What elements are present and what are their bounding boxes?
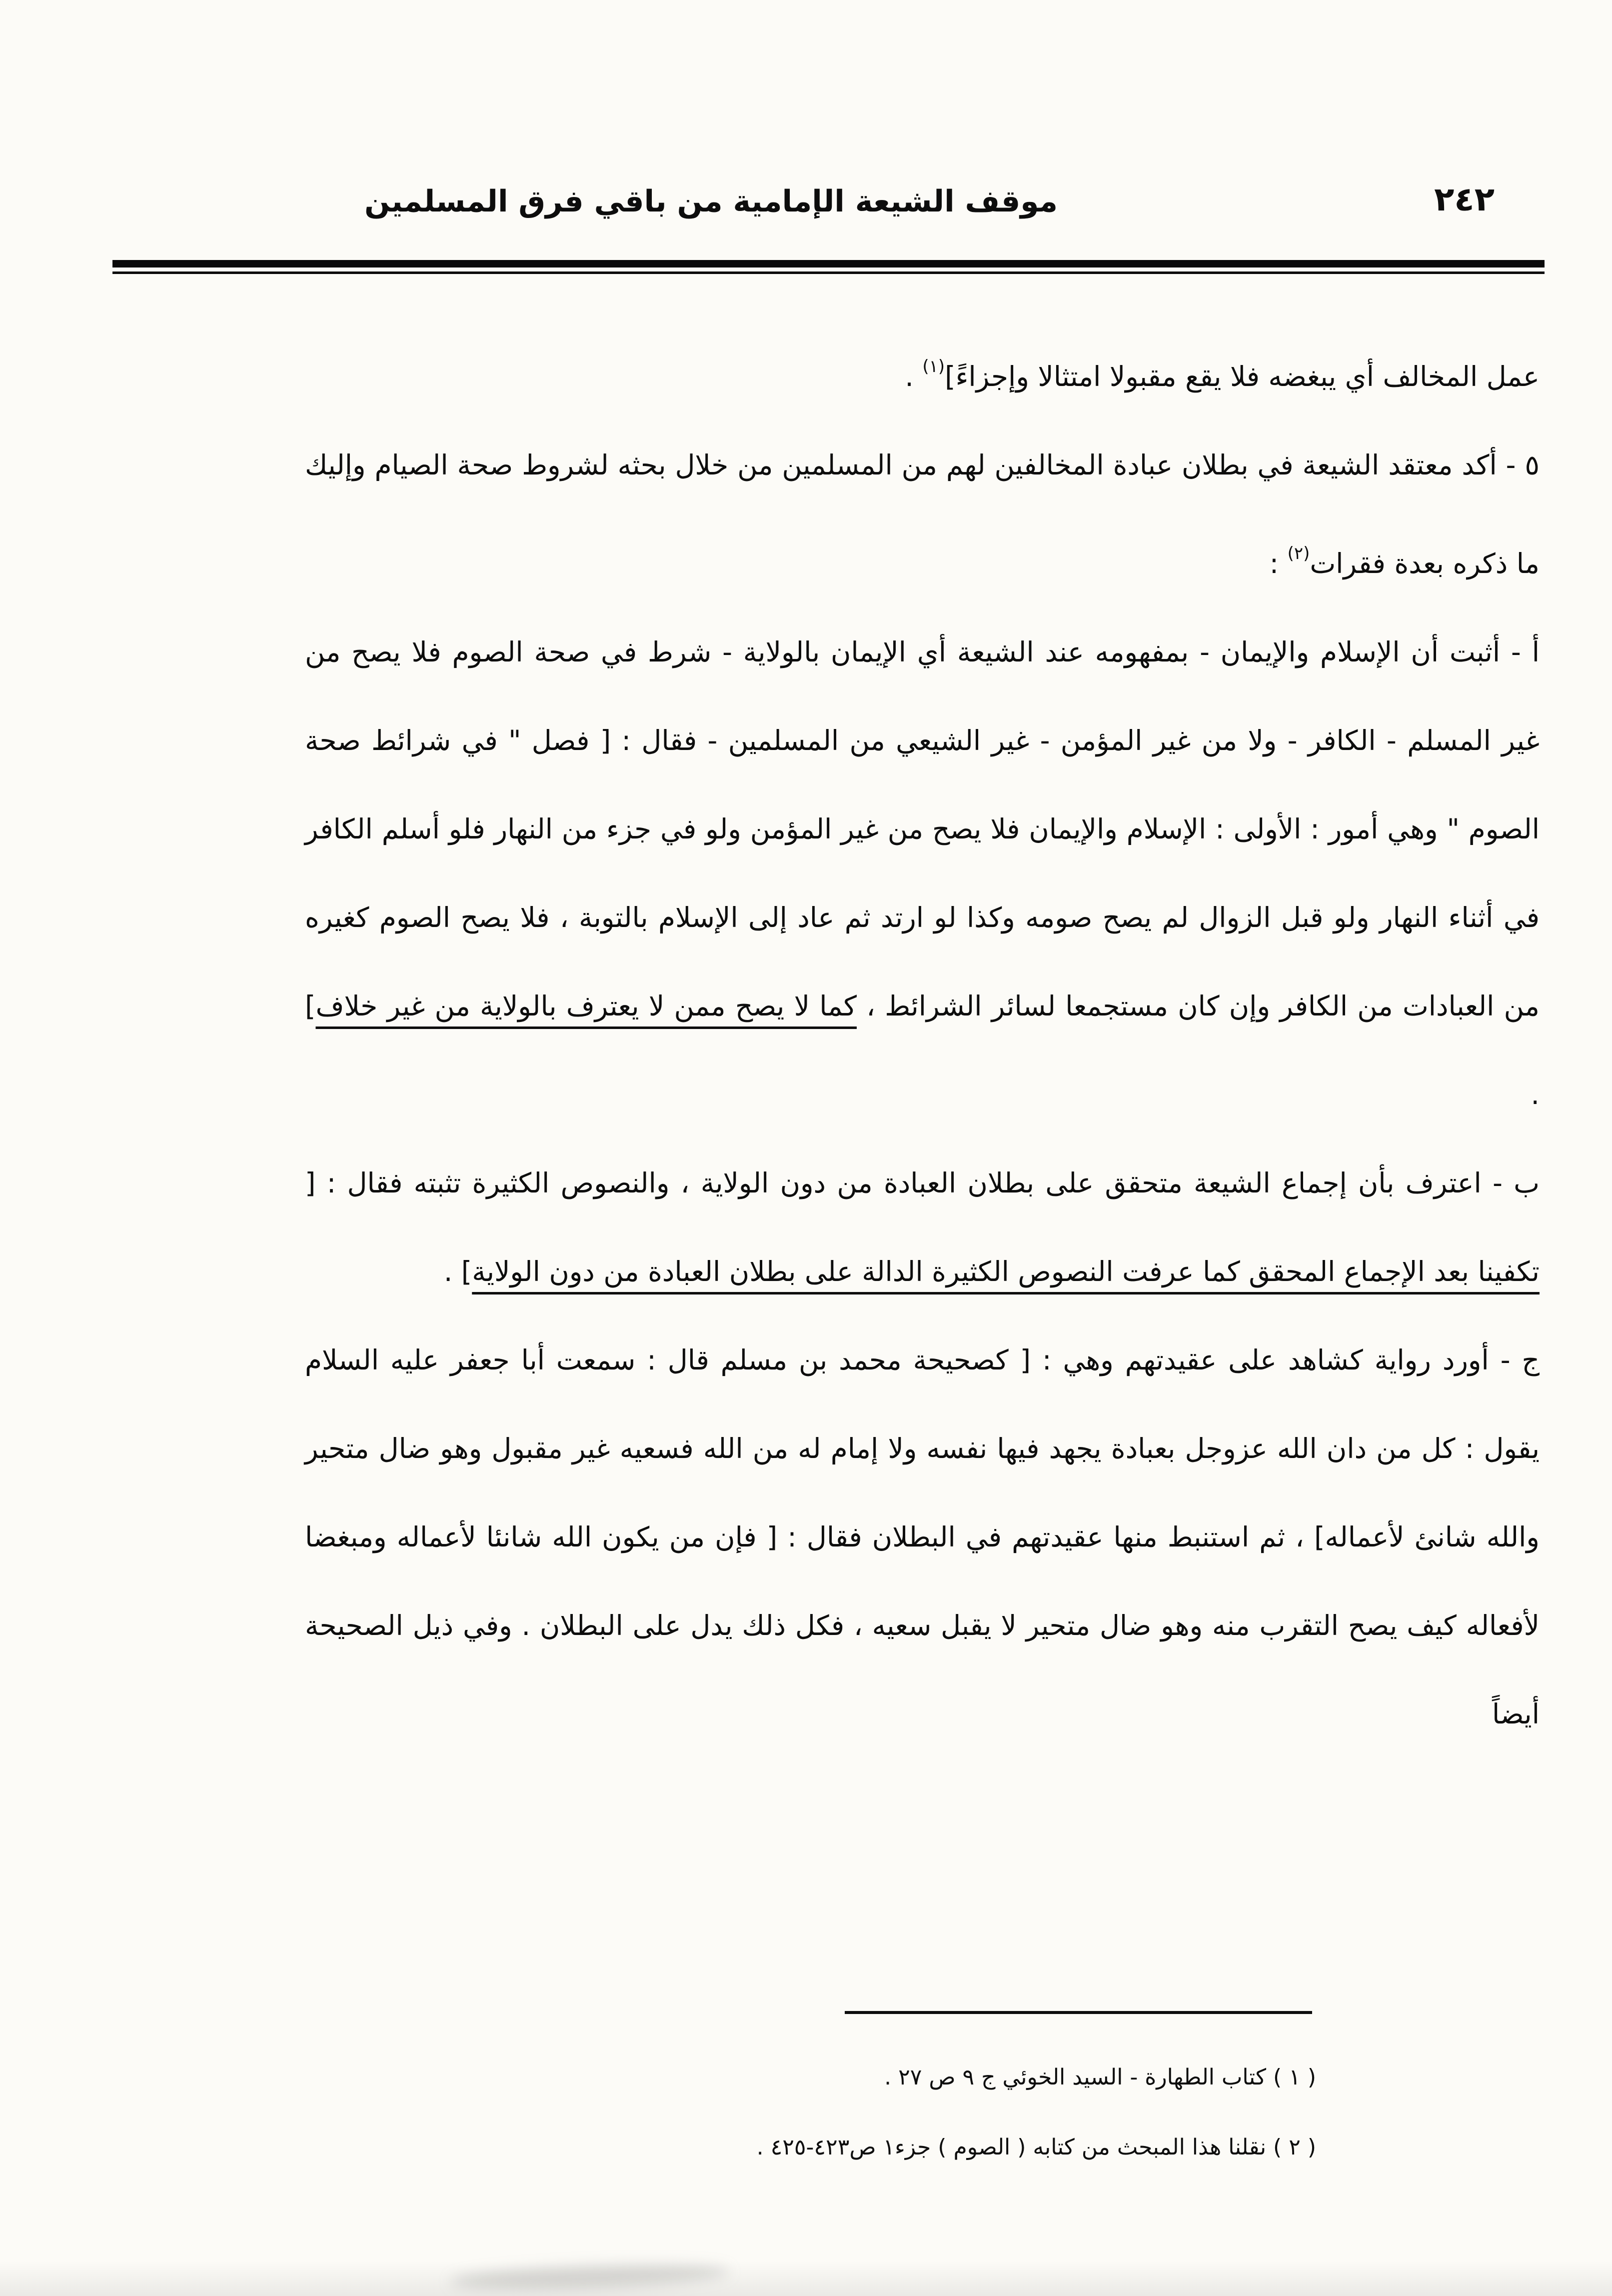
text-segment: ] . [443, 1256, 472, 1288]
scan-edge-shade [0, 2261, 1612, 2296]
page-number: ٢٤٢ [1434, 180, 1495, 218]
page-header-title: موقف الشيعة الإمامية من باقي فرق المسلمين [364, 184, 1058, 219]
footnote-ref: (٢) [1287, 544, 1310, 564]
footnote-separator-rule [845, 2011, 1312, 2014]
text-segment: ب - اعترف بأن إجماع الشيعة متحقق على بطلان العبادة من دون الولاية ، والنصوص الكثيرة تثبته فقال : [ [305, 1167, 1540, 1199]
text-segment: . [905, 360, 923, 392]
body-text [305, 322, 1540, 1758]
text-segment: ٥ - أكد معتقد الشيعة في بطلان عبادة المخالفين لهم من المسلمين من خلال بحثه لشروط صحة الصيام وإليك ما ذكره بعدة فقرات [305, 449, 1540, 580]
underlined-text: تكفينا بعد الإجماع المحقق كما عرفت النصوص الكثيرة الدالة على بطلان العبادة من دون الولاية [472, 1256, 1540, 1288]
underlined-text: كما لا يصح ممن لا يعترف بالولاية من غير خلاف [315, 990, 857, 1022]
paragraph-point-5 [305, 421, 1540, 608]
paragraph-item-ba [305, 1139, 1540, 1316]
footnote-item: ( ٢ ) نقلنا هذا المبحث من كتابه ( الصوم ) جزء١ ص٤٢٣-٤٢٥ . [756, 2134, 1316, 2160]
footnote-list [466, 2042, 1316, 2182]
text-segment: أ - أثبت أن الإسلام والإيمان - بمفهومه عند الشيعة أي الإيمان بالولاية - شرط في صحة الصوم فلا يصح من غير المسلم - الكافر - ولا من غير المؤمن - غير الشيعي من المسلمين - فقال : [ فصل " في شرائط صحة الصوم " وهي أمور : الأولى : الإسلام والإيمان فلا يصح من غير المؤمن ولو في جزء من النهار فلو أسلم الكافر في أثناء النهار ولو قبل الزوال لم يصح صومه وكذا لو ارتد ثم عاد إلى الإسلام بالتوبة ، فلا يصح الصوم كغيره من العبادات من الكافر وإن كان مستجمعا لسائر الشرائط ، [305, 636, 1540, 1022]
text-segment: ج - أورد رواية كشاهد على عقيدتهم وهي : [ كصحيحة محمد بن مسلم قال : سمعت أبا جعفر عليه السلام يقول : كل من دان الله عزوجل بعبادة يجهد فيها نفسه ولا إمام له من الله فسعيه غير مقبول وهو ضال متحير والله شانئ لأعماله] ، ثم استنبط منها عقيدتهم في البطلان فقال : [ فإن من يكون الله شانئا لأعماله ومبغضا لأفعاله كيف يصح التقرب منه وهو ضال متحير لا يقبل سعيه ، فكل ذلك يدل على البطلان . وفي ذيل الصحيحة أيضاً [305, 1344, 1540, 1730]
paragraph-item-alif [305, 608, 1540, 1139]
paragraph-item-jim [305, 1316, 1540, 1758]
paragraph-continuation [305, 322, 1540, 421]
text-segment: : [1269, 548, 1288, 580]
text-segment: عمل المخالف أي يبغضه فلا يقع مقبولا امتثالا وإجزاءً] [945, 360, 1540, 392]
header-rule [112, 260, 1545, 274]
text-segment: ] . [305, 990, 1540, 1110]
footnote-item: ( ١ ) كتاب الطهارة - السيد الخوئي ج ٩ ص ٢٧ . [884, 2064, 1316, 2090]
footnote-ref: (١) [922, 356, 945, 376]
